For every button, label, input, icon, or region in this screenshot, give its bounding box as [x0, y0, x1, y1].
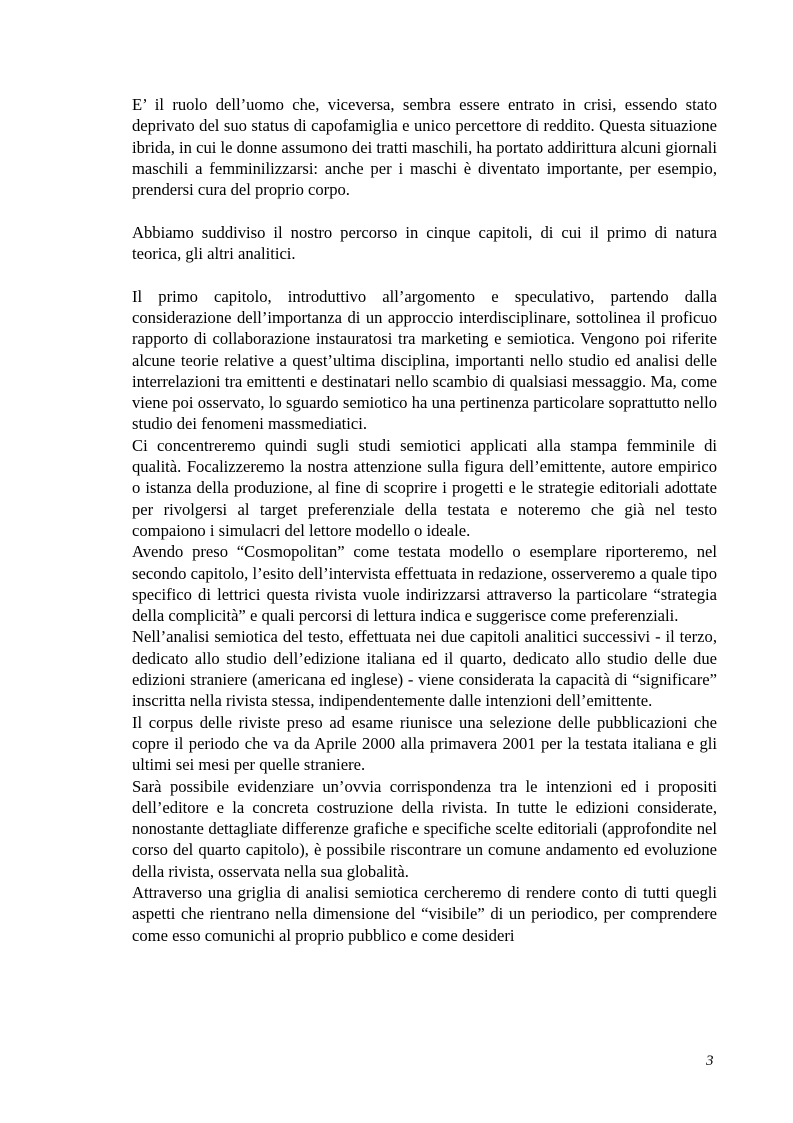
paragraph-8: Sarà possibile evidenziare un’ovvia corrispondenza tra le intenzioni ed i propositi dell’editore e la concreta costruzione della rivista. In tutte le edizioni considerate, nonostante dettagliate differenze grafiche e specifiche scelte editoriali (approfondite nel corso del quarto capitolo), è possibile riscontrare un comune andamento ed evoluzione della rivista, osservata nella sua globalità.	[132, 776, 717, 881]
paragraph-1: E’ il ruolo dell’uomo che, viceversa, sembra essere entrato in crisi, essendo stato deprivato del suo status di capofamiglia e unico percettore di reddito. Questa situazione ibrida, in cui le donne assumono dei tratti maschili, ha portato addirittura alcuni giornali maschili a femminilizzarsi: anche per i maschi è diventato importante, per esempio, prendersi cura del proprio corpo.	[132, 95, 717, 200]
paragraph-4: Ci concentreremo quindi sugli studi semiotici applicati alla stampa femminile di qualità. Focalizzeremo la nostra attenzione sulla figura dell’emittente, autore empirico o istanza della produzione, al fine di scoprire i progetti e le strategie editoriali adottate per rivolgersi al target preferenziale della testata e noteremo che già nel testo compaiono i simulacri del lettore modello o ideale.	[132, 435, 717, 540]
paragraph-9: Attraverso una griglia di analisi semiotica cercheremo di rendere conto di tutti quegli aspetti che rientrano nella dimensione del “visibile” di un periodico, per comprendere come esso comunichi al proprio pubblico e come desideri	[132, 882, 717, 945]
paragraph-6: Nell’analisi semiotica del testo, effettuata nei due capitoli analitici successivi - il terzo, dedicato allo studio dell’edizione italiana ed il quarto, dedicato allo studio delle due edizioni straniere (americana ed inglese) - viene considerata la capacità di “significare” inscritta nella rivista stessa, indipendentemente dalle intenzioni dell’emittente.	[132, 627, 717, 711]
paragraph-7: Il corpus delle riviste preso ad esame riunisce una selezione delle pubblicazioni che copre il periodo che va da Aprile 2000 alla primavera 2001 per la testata italiana e gli ultimi sei mesi per quelle straniere.	[132, 712, 717, 775]
paragraph-2: Abbiamo suddiviso il nostro percorso in cinque capitoli, di cui il primo di natura teorica, gli altri analitici.	[132, 222, 717, 264]
body-text	[132, 94, 717, 946]
paragraph-5: Avendo preso “Cosmopolitan” come testata modello o esemplare riporteremo, nel secondo capitolo, l’esito dell’intervista effettuata in redazione, osserveremo a quale tipo specifico di lettrici questa rivista vuole indirizzarsi attraverso la particolare “strategia della complicità” e quali percorsi di lettura indica e suggerisce come preferenziali.	[132, 542, 717, 626]
page-number: 3	[706, 1053, 714, 1069]
paragraph-3: Il primo capitolo, introduttivo all’argomento e speculativo, partendo dalla considerazione dell’importanza di un approccio interdisciplinare, sottolinea il proficuo rapporto di collaborazione instauratosi tra marketing e semiotica. Vengono poi riferite alcune teorie relative a quest’ultima disciplina, importanti nello studio ed analisi delle interrelazioni tra emittenti e destinatari nello scambio di qualsiasi messaggio. Ma, come viene poi osservato, lo sguardo semiotico ha una pertinenza particolare soprattutto nello studio dei fenomeni massmediatici.	[132, 286, 717, 434]
